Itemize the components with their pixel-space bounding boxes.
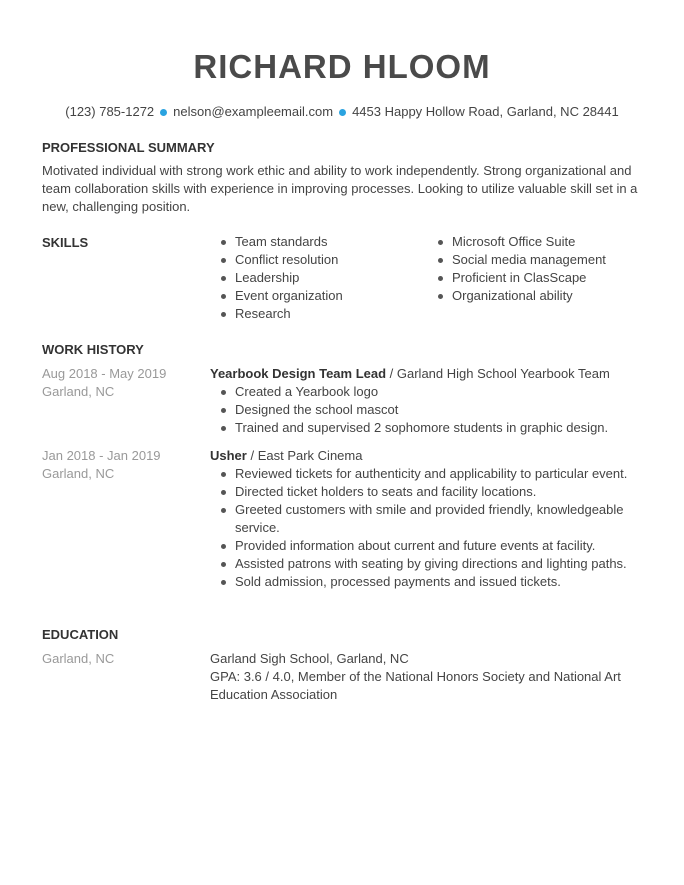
job-title-line [210, 447, 362, 465]
job-company: East Park Cinema [257, 448, 363, 463]
job-bullet: Designed the school mascot [221, 401, 651, 419]
skills-list-left [221, 233, 421, 323]
skill-item: Proficient in ClasScape [438, 269, 658, 287]
skill-item: Research [221, 305, 421, 323]
skill-item: Organizational ability [438, 287, 658, 305]
job-bullets [221, 383, 651, 437]
separator-dot-icon [160, 109, 167, 116]
job-bullet: Provided information about current and future events at facility. [221, 537, 651, 555]
email-text: nelson@exampleemail.com [173, 104, 334, 119]
job-meta [42, 365, 166, 401]
education-location: Garland, NC [42, 651, 115, 666]
job-bullet: Assisted patrons with seating by giving directions and lighting paths. [221, 555, 651, 573]
education-school: Garland Sigh School, Garland, NC [210, 651, 409, 666]
job-bullet: Directed ticket holders to seats and facility locations. [221, 483, 651, 501]
education-heading: EDUCATION [42, 627, 119, 642]
skill-item: Leadership [221, 269, 421, 287]
job-location: Garland, NC [42, 466, 115, 481]
job-bullet: Sold admission, processed payments and issued tickets. [221, 573, 651, 591]
job-bullet: Greeted customers with smile and provided friendly, knowledgeable service. [221, 501, 651, 537]
skill-item: Conflict resolution [221, 251, 421, 269]
job-bullet: Reviewed tickets for authenticity and applicability to particular event. [221, 465, 651, 483]
skill-item: Social media management [438, 251, 658, 269]
resume-name: RICHARD HLOOM [193, 48, 491, 85]
job-bullets [221, 465, 651, 591]
job-separator: / [386, 366, 397, 381]
job-dates: Aug 2018 - May 2019 [42, 366, 167, 381]
job-location: Garland, NC [42, 384, 115, 399]
job-meta [42, 447, 161, 483]
job-bullet: Created a Yearbook logo [221, 383, 651, 401]
education-gpa: GPA: 3.6 / 4.0, Member of the National Honors Society and National Art Education Association [210, 669, 621, 702]
job-title-line [210, 365, 610, 383]
skill-item: Microsoft Office Suite [438, 233, 658, 251]
skill-item: Event organization [221, 287, 421, 305]
job-separator: / [246, 448, 258, 463]
skill-item: Team standards [221, 233, 421, 251]
job-company: Garland High School Yearbook Team [396, 366, 610, 381]
contact-line [0, 104, 684, 119]
job-bullet: Trained and supervised 2 sophomore students in graphic design. [221, 419, 651, 437]
education-details [210, 650, 650, 704]
job-role: Yearbook Design Team Lead [210, 366, 387, 381]
skills-list-right [438, 233, 658, 305]
summary-heading: PROFESSIONAL SUMMARY [42, 140, 215, 155]
job-dates: Jan 2018 - Jan 2019 [42, 448, 161, 463]
work-history-heading: WORK HISTORY [42, 342, 144, 357]
job-role: Usher [210, 448, 247, 463]
phone-text: (123) 785-1272 [65, 104, 155, 119]
summary-text: Motivated individual with strong work ethic and ability to work independently. Strong organizational and team collaboration skills with experience in improving processes. Looking to utilize valuable skill set in a new, challenging position. [42, 163, 638, 214]
separator-dot-icon [339, 109, 346, 116]
address-text: 4453 Happy Hollow Road, Garland, NC 28441 [352, 104, 619, 119]
skills-heading: SKILLS [42, 235, 89, 250]
